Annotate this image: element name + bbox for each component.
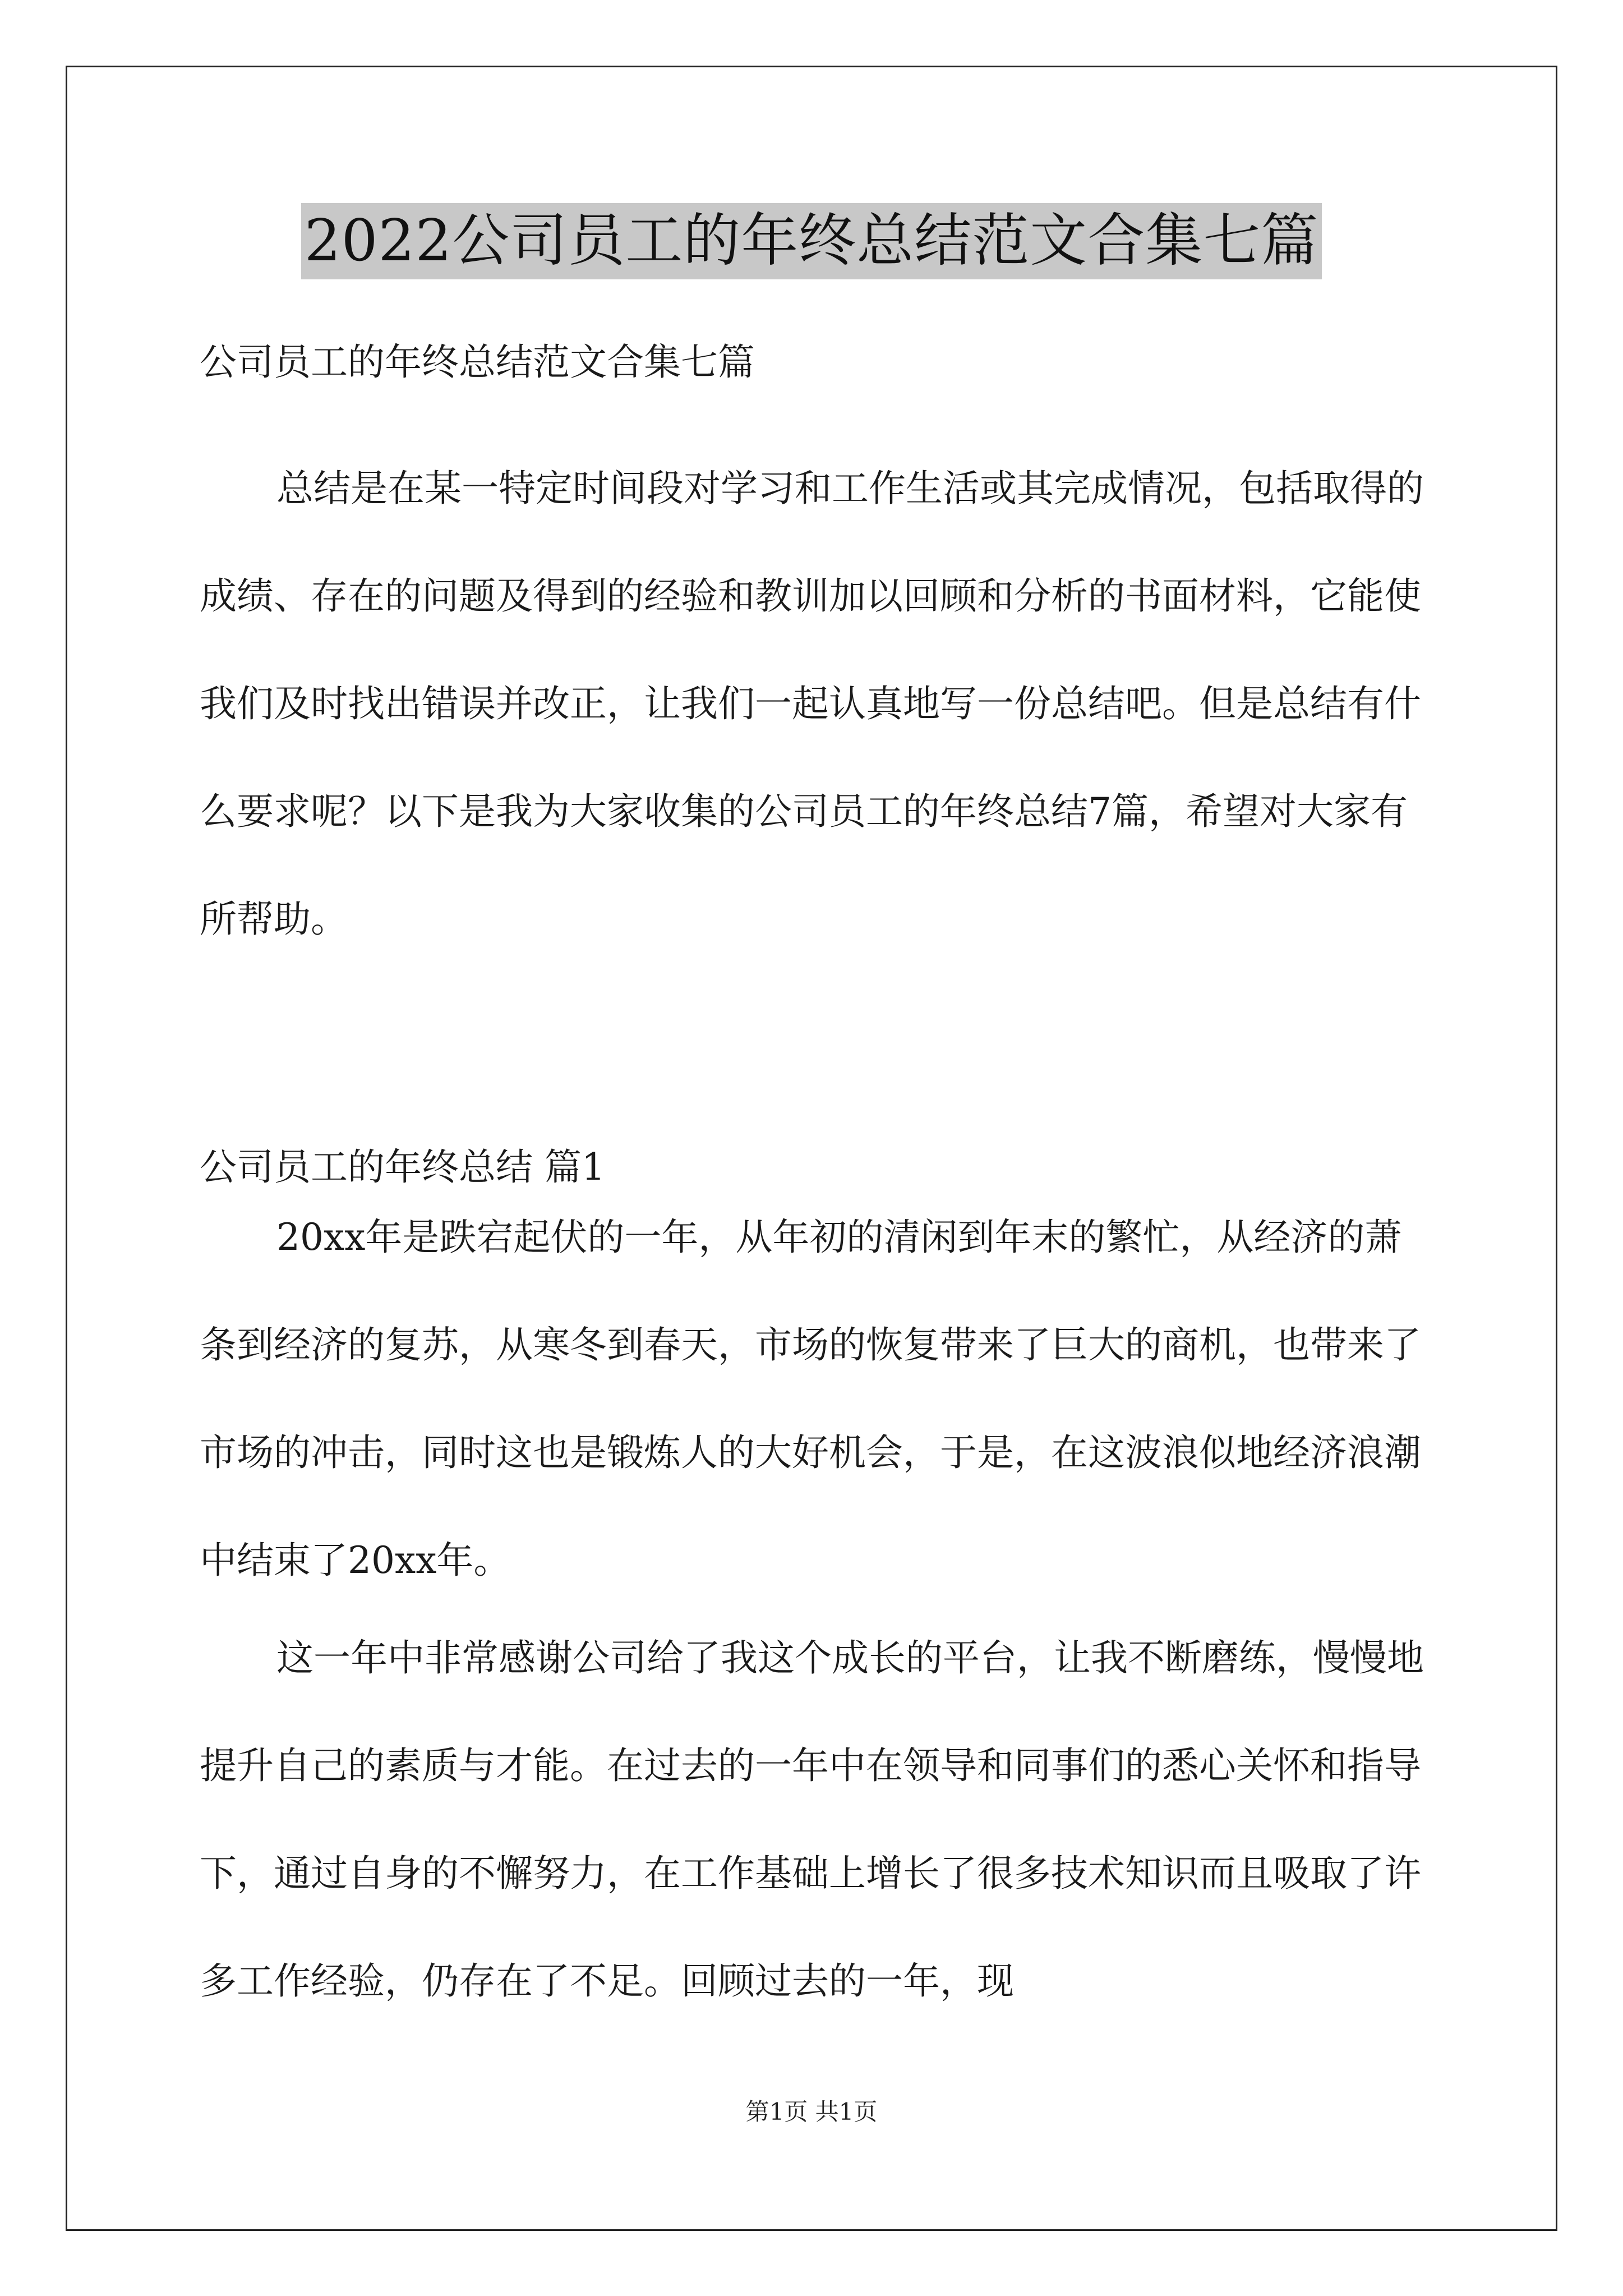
body-paragraph-1: 20xx年是跌宕起伏的一年，从年初的清闲到年末的繁忙，从经济的萧条到经济的复苏，从寒冬到春天，市场的恢复带来了巨大的商机，也带来了市场的冲击，同时这也是锻炼人的大好机会，于是，在这波浪似地经济浪潮中结束了20xx年。 xyxy=(200,1216,1421,1582)
section-heading: 公司员工的年终总结 篇1 xyxy=(200,1145,605,1189)
body-paragraph-2: 这一年中非常感谢公司给了我这个成长的平台，让我不断磨练，慢慢地提升自己的素质与才能。在过去的一年中在领导和同事们的悉心关怀和指导下，通过自身的不懈努力，在工作基础上增长了很多技术知识而且吸取了许多工作经验，仍存在了不足。回顾过去的一年，现 xyxy=(200,1636,1424,2003)
title-container xyxy=(0,203,1623,279)
page-footer: 第1页 共1页 xyxy=(745,2098,878,2125)
intro-paragraph: 总结是在某一特定时间段对学习和工作生活或其完成情况，包括取得的成绩、存在的问题及得到的经验和教训加以回顾和分析的书面材料，它能使我们及时找出错误并改正，让我们一起认真地写一份总结吧。但是总结有什么要求呢？以下是我为大家收集的公司员工的年终总结7篇，希望对大家有所帮助。 xyxy=(200,467,1424,941)
document-subtitle: 公司员工的年终总结范文合集七篇 xyxy=(200,341,755,384)
document-title: 2022公司员工的年终总结范文合集七篇 xyxy=(301,203,1322,279)
